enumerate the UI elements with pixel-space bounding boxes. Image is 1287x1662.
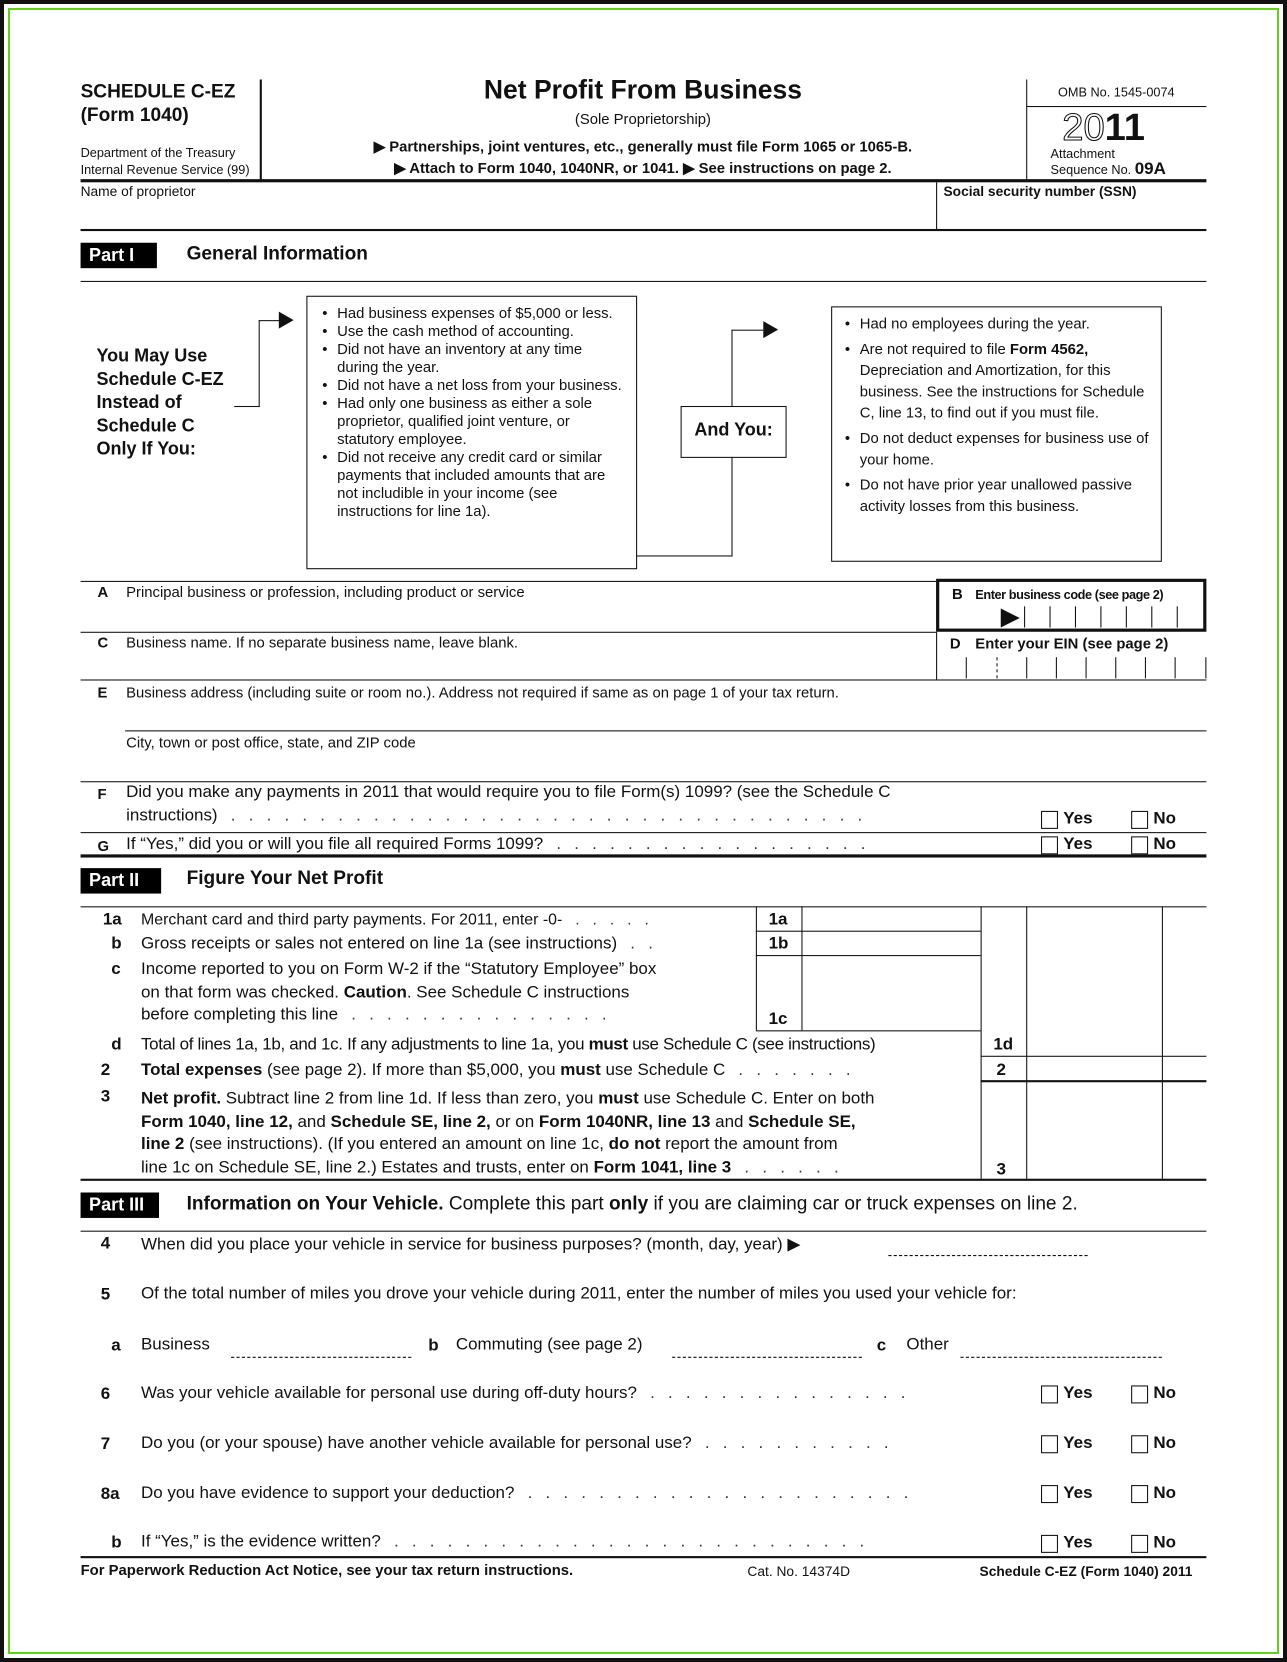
- form-footer-id: Schedule C-EZ (Form 1040) 2011: [979, 1563, 1193, 1580]
- connector-line: [259, 320, 280, 321]
- line-6-num: 6: [100, 1385, 111, 1404]
- line-3-row: [141, 1110, 874, 1133]
- line-a-label: Principal business or profession, including product or service: [126, 582, 525, 600]
- text: If “Yes,” is the evidence written?: [140, 1532, 381, 1551]
- and-you-box: And You:: [681, 406, 787, 458]
- condition-text: Had no employees during the year.: [859, 314, 1090, 332]
- line-1a-num: 1a: [102, 910, 122, 929]
- line-5a-label: Business: [140, 1335, 210, 1354]
- business-miles-input[interactable]: [231, 1338, 411, 1358]
- yes-label: Yes: [1063, 835, 1093, 854]
- line-3-input[interactable]: [1028, 1083, 1159, 1157]
- text: use Schedule C: [600, 1061, 726, 1080]
- line-1d-box-label: 1d: [993, 1035, 1014, 1054]
- line-8b-label: If “Yes,” is the evidence written? . . . . . . . . . . . . . . . . . . . . . . . . . . .: [140, 1532, 865, 1551]
- text: must: [598, 1089, 639, 1108]
- line-4-num: 4: [100, 1234, 111, 1253]
- text: and: [292, 1112, 331, 1131]
- text: Do you (or your spouse) have another vehicle available for personal use?: [140, 1434, 692, 1453]
- line-1c-text: Income reported to you on Form W-2 if the “Statutory Employee” box: [140, 960, 657, 979]
- paperwork-notice: For Paperwork Reduction Act Notice, see your tax return instructions.: [80, 1561, 574, 1579]
- line-6-no-checkbox[interactable]: [1131, 1385, 1148, 1403]
- code-digit-cell[interactable]: [1049, 606, 1050, 627]
- commuting-miles-input[interactable]: [672, 1338, 862, 1358]
- divider: [81, 1556, 1207, 1558]
- irs-label: Internal Revenue Service (99): [80, 162, 250, 178]
- may-use-line: You May Use: [96, 345, 208, 366]
- year-outline: 20: [1062, 104, 1105, 149]
- no-label: No: [1153, 835, 1176, 854]
- name-label: Name of proprietor: [80, 183, 196, 200]
- text: report the amount from: [660, 1135, 838, 1154]
- text: use Schedule C. Enter on both: [638, 1089, 875, 1108]
- in-service-date-input[interactable]: [888, 1236, 1087, 1256]
- line-1c-box-label: 1c: [768, 1010, 788, 1029]
- grid-line: [756, 1030, 981, 1031]
- line-1b-box-label: 1b: [768, 934, 789, 953]
- no-label: No: [1153, 1533, 1176, 1552]
- line-8a-yes-checkbox[interactable]: [1041, 1485, 1058, 1503]
- text: Was your vehicle available for personal use during off-duty hours?: [140, 1384, 637, 1403]
- line-f-text: instructions): [126, 806, 218, 825]
- condition-item: • Use the cash method of accounting.: [320, 322, 625, 340]
- line-1d-input[interactable]: [1028, 1032, 1159, 1053]
- divider: [936, 182, 937, 230]
- line-g-letter: G: [97, 837, 110, 855]
- ssn-input[interactable]: [941, 201, 1201, 226]
- header-rule: [81, 179, 1207, 182]
- form-number: (Form 1040): [80, 103, 189, 126]
- line-8a-num: 8a: [100, 1485, 120, 1504]
- divider: [81, 1179, 1207, 1181]
- ein-digit-cell[interactable]: [966, 657, 967, 678]
- dept-treasury: Department of the Treasury: [80, 145, 236, 161]
- condition-text: Depreciation and Amortization, for this business. See the instructions for Schedule C, line 13, to find out if you must file.: [859, 361, 1145, 421]
- line-a-letter: A: [97, 582, 109, 600]
- line-8b-yes-checkbox[interactable]: [1041, 1535, 1058, 1553]
- line-1d-num: d: [111, 1035, 122, 1054]
- line-5a-letter: a: [111, 1336, 121, 1355]
- code-digit-cell[interactable]: [1100, 606, 1101, 627]
- condition-text: Are not required to file: [859, 340, 1010, 358]
- line-6-label: Was your vehicle available for personal use during off-duty hours? . . . . . . . . . . . . . . .: [140, 1384, 906, 1403]
- line-1b-label: Gross receipts or sales not entered on line 1a (see instructions) . .: [140, 934, 653, 953]
- line-f-label-cont: instructions) . . . . . . . . . . . . . . . . . . . . . . . . . . . . . . . . . . . .: [126, 806, 863, 825]
- line-5b-letter: b: [428, 1336, 439, 1355]
- text: Subtract line 2 from line 1d. If less than zero, you: [221, 1089, 599, 1108]
- line-g-label: If “Yes,” did you or will you file all required Forms 1099? . . . . . . . . . . . . . . . . . .: [126, 835, 866, 854]
- text: must: [560, 1061, 601, 1080]
- grid-line: [1026, 906, 1027, 1178]
- yes-label: Yes: [1063, 809, 1093, 828]
- line-1b-num: b: [111, 934, 122, 953]
- text: Form 1040NR, line 13: [538, 1112, 711, 1131]
- divider: [81, 854, 1207, 857]
- line-3-row: [141, 1088, 874, 1111]
- arrow-right-icon: [763, 321, 778, 338]
- line-c-letter: C: [97, 633, 109, 651]
- code-digit-cell[interactable]: [1177, 606, 1178, 627]
- text: . See Schedule C instructions: [406, 983, 630, 1002]
- part2-title: Figure Your Net Profit: [186, 867, 384, 889]
- line-d-label: Enter your EIN (see page 2): [975, 634, 1169, 652]
- line-1a-label: Merchant card and third party payments. For 2011, enter -0- . . . . .: [140, 910, 649, 929]
- line-8b-num: b: [111, 1533, 122, 1552]
- grid-line: [756, 955, 981, 956]
- line-1c-input[interactable]: [804, 957, 979, 1028]
- line-8a-no-checkbox[interactable]: [1131, 1485, 1148, 1503]
- line-2-label: Total expenses (see page 2). If more than $5,000, you must use Schedule C . . . . . . .: [140, 1061, 851, 1080]
- ein-digit-cell[interactable]: [1175, 657, 1176, 678]
- line-1c-num: c: [111, 960, 121, 979]
- line-2-box-label: 2: [996, 1061, 1006, 1080]
- text: do not: [608, 1135, 661, 1154]
- business-address-input[interactable]: [126, 704, 1197, 727]
- line-g-yes-checkbox[interactable]: [1041, 836, 1058, 854]
- attachment-label: Attachment: [1050, 146, 1115, 162]
- connector-line: [259, 320, 260, 407]
- conditions-box-left: [306, 296, 637, 569]
- no-label: No: [1153, 809, 1176, 828]
- may-use-line: Only If You:: [96, 438, 196, 459]
- text: if you are claiming car or truck expenses on line 2.: [648, 1192, 1078, 1214]
- line-g-no-checkbox[interactable]: [1131, 836, 1148, 854]
- line-4-label: When did you place your vehicle in service for business purposes? (month, day, year) ▶: [140, 1235, 801, 1254]
- divider: [81, 229, 1207, 231]
- schedule-name: SCHEDULE C-EZ: [80, 80, 236, 102]
- ein-digit-cell[interactable]: [1115, 657, 1116, 678]
- condition-item: • Did not receive any credit card or similar payments that included amounts that are not includible in your income (see instructions for line 1a).: [320, 448, 625, 520]
- text: must: [588, 1035, 628, 1054]
- text: (see instructions). (If you entered an amount on line 1c,: [184, 1135, 609, 1154]
- grid-line: [981, 1056, 1207, 1057]
- line-2-input[interactable]: [1028, 1058, 1159, 1079]
- condition-bold: Form 4562,: [1009, 340, 1089, 358]
- text: Total of lines 1a, 1b, and 1c. If any adjustments to line 1a, you: [140, 1035, 589, 1054]
- line-1d-label: [141, 1036, 875, 1055]
- city-label: City, town or post office, state, and ZIP code: [126, 733, 416, 751]
- no-label: No: [1153, 1434, 1176, 1453]
- text: Information on Your Vehicle.: [186, 1192, 444, 1214]
- connector-line: [731, 330, 732, 406]
- ein-digit-cell[interactable]: [996, 657, 997, 678]
- line-5-label: Of the total number of miles you drove your vehicle during 2011, enter the number of miles you used your vehicle for:: [140, 1284, 1017, 1303]
- code-digit-cell[interactable]: [1126, 606, 1127, 627]
- no-label: No: [1153, 1483, 1176, 1503]
- code-digit-cell[interactable]: [1151, 606, 1152, 627]
- line-e-letter: E: [97, 683, 108, 701]
- condition-item: [843, 338, 1150, 423]
- condition-item: • Did not have a net loss from your business.: [320, 376, 625, 394]
- text: before completing this line: [140, 1005, 339, 1024]
- connector-line: [636, 555, 732, 556]
- line-3-box-label: 3: [996, 1160, 1006, 1179]
- text: on that form was checked.: [140, 983, 339, 1002]
- may-use-line: Instead of: [96, 392, 182, 413]
- partnership-note: ▶ Partnerships, joint ventures, etc., generally must file Form 1065 or 1065-B.: [373, 137, 913, 155]
- conditions-box-right: [831, 306, 1162, 561]
- line-5c-letter: c: [876, 1336, 887, 1355]
- divider: [81, 832, 1207, 833]
- line-7-num: 7: [100, 1435, 111, 1454]
- attach-note: ▶ Attach to Form 1040, 1040NR, or 1041. ▶ See instructions on page 2.: [394, 158, 892, 176]
- divider: [81, 1231, 1207, 1232]
- grid-line: [801, 906, 802, 1030]
- line-1a-text: Merchant card and third party payments. For 2011, enter -0-: [140, 910, 563, 929]
- line-f-no-checkbox[interactable]: [1131, 811, 1148, 829]
- code-digit-cell[interactable]: [1024, 606, 1025, 627]
- line-f-yes-checkbox[interactable]: [1041, 811, 1058, 829]
- line-1c-label: [141, 960, 742, 1025]
- part1-title: General Information: [186, 242, 368, 264]
- text: only: [608, 1192, 649, 1214]
- line-5b-label: Commuting (see page 2): [455, 1335, 643, 1354]
- text: and: [710, 1112, 749, 1131]
- code-digit-cell[interactable]: [1075, 606, 1076, 627]
- line-7-yes-checkbox[interactable]: [1041, 1435, 1058, 1453]
- text: Schedule SE,: [748, 1112, 856, 1131]
- divider: [81, 679, 1207, 680]
- condition-item: [843, 474, 1150, 516]
- form-title: Net Profit From Business: [483, 75, 802, 105]
- line-e-label: Business address (including suite or room no.). Address not required if same as on page 1 of your tax return.: [126, 683, 839, 701]
- no-label: No: [1153, 1384, 1176, 1403]
- may-use-line: Schedule C-EZ: [96, 368, 224, 390]
- text: Do you have evidence to support your deduction?: [140, 1483, 515, 1503]
- text: line 1c on Schedule SE, line 2.) Estates and trusts, enter on: [140, 1158, 594, 1177]
- business-name-input[interactable]: [126, 653, 921, 676]
- sequence-text: Sequence No.: [1050, 162, 1132, 178]
- condition-text: Do not have prior year unallowed passive activity losses from this business.: [859, 475, 1132, 515]
- grid-line: [1162, 906, 1163, 1178]
- line-d-letter: D: [949, 634, 961, 652]
- arrow-right-icon: [1001, 608, 1020, 627]
- part2-label: Part II: [81, 868, 162, 893]
- line-8b-no-checkbox[interactable]: [1131, 1535, 1148, 1553]
- condition-item: [843, 427, 1150, 469]
- condition-text: Do not deduct expenses for business use of your home.: [859, 429, 1149, 468]
- yes-label: Yes: [1063, 1434, 1093, 1453]
- divider: [81, 632, 937, 633]
- line-1a-input[interactable]: [804, 908, 979, 929]
- divider: [81, 906, 1207, 907]
- text: Schedule SE, line 2,: [330, 1112, 491, 1131]
- part3-title: [187, 1192, 1078, 1214]
- line-5-num: 5: [100, 1285, 111, 1304]
- grid-line: [981, 906, 982, 1178]
- line-c-label: Business name. If no separate business name, leave blank.: [126, 633, 519, 651]
- business-code-box: [936, 579, 1206, 632]
- line-3-label: [141, 1088, 874, 1179]
- connector-line: [731, 457, 732, 557]
- line-f-letter: F: [97, 785, 107, 803]
- yes-label: Yes: [1063, 1384, 1093, 1403]
- text: Complete this part: [443, 1192, 609, 1214]
- line-7-no-checkbox[interactable]: [1131, 1435, 1148, 1453]
- text: Net profit.: [140, 1089, 222, 1108]
- text: Form 1041, line 3: [593, 1158, 732, 1177]
- arrow-right-icon: [279, 312, 294, 329]
- line-3-row: [141, 1133, 874, 1156]
- tax-year: [1062, 104, 1146, 149]
- sequence-label: [1051, 161, 1166, 178]
- text: or on: [490, 1112, 539, 1131]
- line-1b-input[interactable]: [804, 933, 979, 954]
- grid-line: [756, 931, 981, 932]
- line-7-label: Do you (or your spouse) have another vehicle available for personal use? . . . . . . . . . . .: [140, 1434, 889, 1453]
- ein-digit-cell[interactable]: [1205, 657, 1206, 678]
- divider: [125, 730, 1206, 731]
- divider: [81, 281, 1207, 282]
- line-g-text: If “Yes,” did you or will you file all required Forms 1099?: [126, 835, 544, 854]
- omb-number: OMB No. 1545-0074: [1057, 84, 1175, 100]
- year-bold: 11: [1104, 104, 1146, 149]
- divider: [81, 781, 1207, 782]
- line-6-yes-checkbox[interactable]: [1041, 1385, 1058, 1403]
- text: line 2: [140, 1135, 185, 1154]
- connector-line: [731, 330, 763, 331]
- condition-item: • Did not have an inventory at any time during the year.: [320, 340, 625, 376]
- line-b-label: Enter business code (see page 2): [975, 587, 1164, 603]
- grid-line: [981, 1080, 1207, 1082]
- ein-digit-cell[interactable]: [1056, 657, 1057, 678]
- line-2-num: 2: [100, 1061, 111, 1080]
- ein-digit-cell[interactable]: [1145, 657, 1146, 678]
- ein-digit-cell[interactable]: [1026, 657, 1027, 678]
- line-8a-label: Do you have evidence to support your deduction? . . . . . . . . . . . . . . . . . . . . . .: [140, 1483, 909, 1503]
- line-b-letter: B: [951, 585, 963, 603]
- ein-digit-cell[interactable]: [1086, 657, 1087, 678]
- may-use-text: [96, 344, 223, 461]
- part3-label: Part III: [81, 1192, 159, 1217]
- principal-business-input[interactable]: [126, 604, 921, 627]
- text: Form 1040, line 12,: [140, 1112, 293, 1131]
- line-f-label: Did you make any payments in 2011 that would require you to file Form(s) 1099? (see the Schedule C: [126, 783, 891, 802]
- line-1c-text: before completing this line . . . . . . . . . . . . . . .: [140, 1005, 607, 1024]
- may-use-line: Schedule C: [96, 415, 195, 436]
- ssn-label: Social security number (SSN): [943, 183, 1137, 200]
- condition-item: • Had business expenses of $5,000 or less.: [320, 304, 625, 322]
- line-1b-text: Gross receipts or sales not entered on line 1a (see instructions): [140, 934, 618, 953]
- catalog-number: Cat. No. 14374D: [747, 1563, 851, 1580]
- line-1a-box-label: 1a: [768, 910, 788, 929]
- connector-line: [234, 406, 259, 407]
- other-miles-input[interactable]: [960, 1338, 1161, 1358]
- name-input[interactable]: [81, 201, 929, 226]
- line-3-row: line 1c on Schedule SE, line 2.) Estates and trusts, enter on Form 1041, line 3 . . . . . .: [140, 1158, 839, 1177]
- form-subtitle: (Sole Proprietorship): [574, 110, 711, 128]
- line-3-num: 3: [100, 1087, 111, 1106]
- text: (see page 2). If more than $5,000, you: [262, 1061, 561, 1080]
- text: Total expenses: [140, 1061, 263, 1080]
- line-1c-text: [141, 984, 742, 1003]
- yes-label: Yes: [1063, 1533, 1093, 1552]
- caution-text: Caution: [343, 983, 407, 1002]
- condition-item: • Had only one business as either a sole proprietor, qualified joint venture, or statutory employee.: [320, 394, 625, 448]
- line-5c-label: Other: [906, 1335, 949, 1354]
- condition-item: [843, 313, 1150, 334]
- yes-label: Yes: [1063, 1483, 1093, 1503]
- sequence-number: 09A: [1134, 160, 1166, 179]
- text: use Schedule C (see instructions): [627, 1035, 876, 1054]
- divider: [81, 581, 937, 582]
- part1-label: Part I: [81, 243, 157, 268]
- city-state-zip-input[interactable]: [126, 754, 1197, 777]
- divider: [936, 632, 937, 680]
- grid-line: [756, 906, 757, 1030]
